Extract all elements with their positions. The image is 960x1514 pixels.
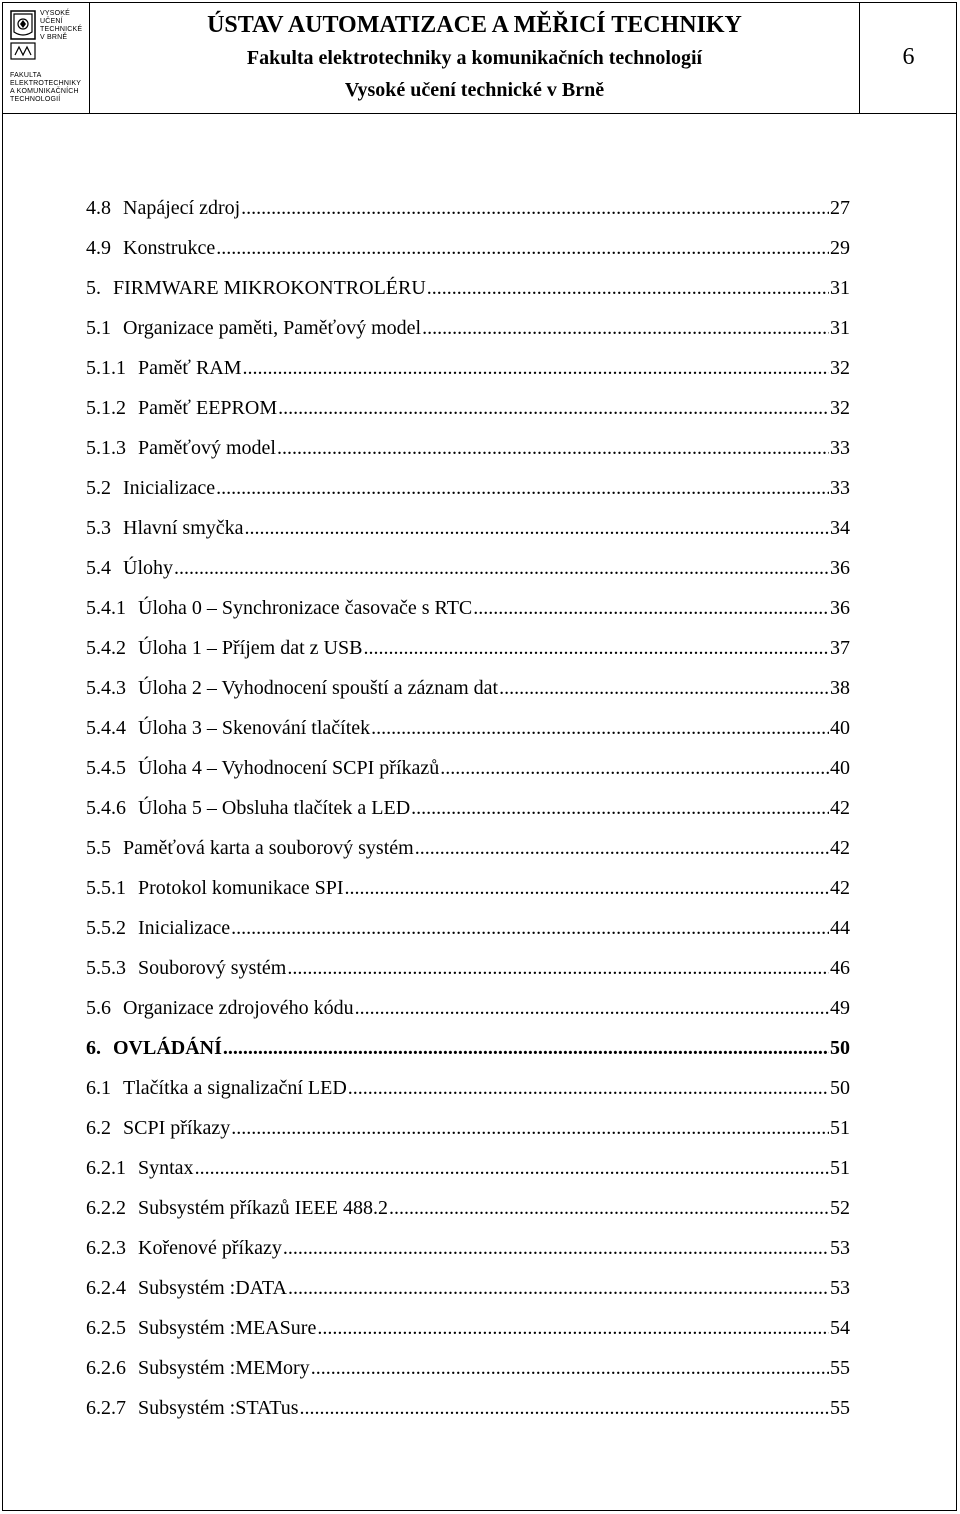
toc-entry[interactable] <box>86 756 850 796</box>
toc-entry[interactable] <box>86 1116 850 1156</box>
toc-entry-number: 5.1.2 <box>86 397 126 419</box>
toc-entry-leader-dots <box>415 836 829 860</box>
toc-entry-title: Protokol komunikace SPI <box>138 877 344 899</box>
toc-entry-page-number: 44 <box>830 917 850 939</box>
toc-entry-page-number: 31 <box>830 317 850 339</box>
toc-entry-page-number: 40 <box>830 717 850 739</box>
toc-entry-number: 5.1.3 <box>86 437 126 459</box>
toc-entry[interactable] <box>86 396 850 436</box>
toc-entry-title: Úlohy <box>123 557 173 579</box>
toc-entry-page-number: 32 <box>830 397 850 419</box>
toc-entry-title: Subsystém :MEASure <box>138 1317 317 1339</box>
toc-entry[interactable] <box>86 596 850 636</box>
logo-line: FAKULTA <box>10 72 42 79</box>
toc-entry-title: Úloha 3 – Skenování tlačítek <box>138 717 371 739</box>
toc-entry-title: Inicializace <box>123 477 216 499</box>
toc-entry-page-number: 31 <box>830 277 850 299</box>
toc-entry-title: Úloha 1 – Příjem dat z USB <box>138 637 363 659</box>
toc-entry-title: Organizace paměti, Paměťový model <box>123 317 422 339</box>
toc-entry-leader-dots <box>422 316 829 340</box>
toc-entry-page-number: 50 <box>830 1037 850 1059</box>
logo-line: A KOMUNIKAČNÍCH <box>10 88 79 95</box>
toc-entry-leader-dots <box>243 356 829 380</box>
toc-entry-title: Subsystém :DATA <box>138 1277 287 1299</box>
toc-entry[interactable] <box>86 1396 850 1436</box>
toc-entry-page-number: 36 <box>830 557 850 579</box>
toc-entry-leader-dots <box>288 1276 829 1300</box>
toc-entry-leader-dots <box>195 1156 829 1180</box>
toc-entry-page-number: 42 <box>830 837 850 859</box>
toc-entry-leader-dots <box>345 876 829 900</box>
logo-line: ELEKTROTECHNIKY <box>10 80 82 87</box>
institute-title: ÚSTAV AUTOMATIZACE A MĚŘICÍ TECHNIKY <box>207 12 742 38</box>
toc-entry-number: 5.5.3 <box>86 957 126 979</box>
toc-entry[interactable] <box>86 1236 850 1276</box>
toc-entry-leader-dots <box>371 716 829 740</box>
toc-entry-page-number: 37 <box>830 637 850 659</box>
toc-entry-page-number: 46 <box>830 957 850 979</box>
toc-entry-title: Inicializace <box>138 917 231 939</box>
toc-entry-number: 5.5.2 <box>86 917 126 939</box>
toc-entry-title: Paměťová karta a souborový systém <box>123 837 414 859</box>
toc-entry-page-number: 33 <box>830 437 850 459</box>
toc-entry[interactable] <box>86 356 850 396</box>
logo-line: TECHNOLOGIÍ <box>10 96 61 103</box>
toc-entry-title: Úloha 5 – Obsluha tlačítek a LED <box>138 797 411 819</box>
toc-entry-leader-dots <box>440 756 829 780</box>
toc-entry[interactable] <box>86 716 850 756</box>
toc-entry-leader-dots <box>245 516 829 540</box>
toc-entry-leader-dots <box>231 1116 829 1140</box>
toc-entry-page-number: 38 <box>830 677 850 699</box>
toc-entry-title: Paměť EEPROM <box>138 397 278 419</box>
toc-entry[interactable] <box>86 316 850 356</box>
toc-entry-leader-dots <box>241 196 829 220</box>
toc-entry[interactable] <box>86 1036 850 1076</box>
toc-entry-page-number: 42 <box>830 797 850 819</box>
toc-entry-number: 5.1.1 <box>86 357 126 379</box>
toc-entry[interactable] <box>86 876 850 916</box>
toc-entry-leader-dots <box>283 1236 829 1260</box>
toc-entry-title: Napájecí zdroj <box>123 197 241 219</box>
toc-entry-page-number: 55 <box>830 1357 850 1379</box>
toc-entry-leader-dots <box>300 1396 830 1420</box>
toc-entry-leader-dots <box>427 276 829 300</box>
toc-entry-title: Kořenové příkazy <box>138 1237 282 1259</box>
toc-entry-page-number: 42 <box>830 877 850 899</box>
toc-entry-number: 4.9 <box>86 237 111 259</box>
toc-entry[interactable] <box>86 476 850 516</box>
toc-entry[interactable] <box>86 556 850 596</box>
toc-entry-title: Subsystém příkazů IEEE 488.2 <box>138 1197 388 1219</box>
toc-entry-leader-dots <box>216 476 829 500</box>
toc-entry-number: 5.2 <box>86 477 111 499</box>
toc-entry-title: Subsystém :MEMory <box>138 1357 310 1379</box>
toc-entry-number: 4.8 <box>86 197 111 219</box>
toc-entry-number: 5.4.5 <box>86 757 126 779</box>
toc-entry[interactable] <box>86 276 850 316</box>
faculty-logo <box>2 2 90 113</box>
toc-entry-page-number: 51 <box>830 1157 850 1179</box>
toc-entry-title: Subsystém :STATus <box>138 1397 299 1419</box>
toc-entry-page-number: 27 <box>830 197 850 219</box>
page-number: 6 <box>859 2 957 113</box>
toc-entry-leader-dots <box>355 996 829 1020</box>
toc-entry-number: 6.2.7 <box>86 1397 126 1419</box>
toc-entry[interactable] <box>86 836 850 876</box>
toc-entry-title: OVLÁDÁNÍ <box>113 1037 222 1059</box>
toc-entry-number: 6.1 <box>86 1077 111 1099</box>
toc-entry-number: 6.2.6 <box>86 1357 126 1379</box>
toc-entry-number: 5.3 <box>86 517 111 539</box>
toc-entry-title: Paměť RAM <box>138 357 242 379</box>
university-title: Vysoké učení technické v Brně <box>344 79 605 101</box>
toc-entry[interactable] <box>86 436 850 476</box>
logo-line: TECHNICKÉ <box>40 26 83 33</box>
toc-entry-leader-dots <box>363 636 829 660</box>
toc-entry-leader-dots <box>473 596 829 620</box>
toc-entry-number: 6.2.4 <box>86 1277 126 1299</box>
toc-entry[interactable] <box>86 516 850 556</box>
toc-entry-title: Tlačítka a signalizační LED <box>123 1077 347 1099</box>
faculty-title: Fakulta elektrotechniky a komunikačních technologií <box>246 47 703 69</box>
toc-entry-number: 5.4.4 <box>86 717 126 739</box>
logo-line: VYSOKÉ <box>40 10 70 17</box>
toc-entry-number: 5.1 <box>86 317 111 339</box>
logo-faculty-text <box>10 72 81 104</box>
toc-entry-number: 5.4 <box>86 557 111 579</box>
toc-entry[interactable] <box>86 916 850 956</box>
toc-entry-page-number: 53 <box>830 1277 850 1299</box>
toc-entry[interactable] <box>86 1356 850 1396</box>
toc-entry-number: 6. <box>86 1037 101 1059</box>
toc-entry-title: SCPI příkazy <box>123 1117 231 1139</box>
toc-entry-page-number: 52 <box>830 1197 850 1219</box>
toc-entry-page-number: 53 <box>830 1237 850 1259</box>
logo-line: UČENÍ <box>40 18 63 25</box>
toc-entry-leader-dots <box>216 236 829 260</box>
toc-entry-title: Konstrukce <box>123 237 216 259</box>
toc-entry-number: 5.4.6 <box>86 797 126 819</box>
toc-entry-number: 5.5.1 <box>86 877 126 899</box>
toc-entry-page-number: 34 <box>830 517 850 539</box>
toc-entry[interactable] <box>86 196 850 236</box>
toc-entry-page-number: 54 <box>830 1317 850 1339</box>
toc-entry-title: Úloha 0 – Synchronizace časovače s RTC <box>138 597 473 619</box>
toc-entry[interactable] <box>86 1276 850 1316</box>
toc-entry-leader-dots <box>389 1196 829 1220</box>
toc-entry-leader-dots <box>277 436 829 460</box>
toc-entry[interactable] <box>86 1156 850 1196</box>
table-of-contents <box>86 196 850 1436</box>
toc-entry-title: FIRMWARE MIKROKONTROLÉRU <box>113 277 426 299</box>
toc-entry-page-number: 36 <box>830 597 850 619</box>
toc-entry-number: 5.4.2 <box>86 637 126 659</box>
toc-entry[interactable] <box>86 236 850 276</box>
page-header <box>2 2 957 114</box>
logo-university-text <box>40 10 82 42</box>
toc-entry[interactable] <box>86 796 850 836</box>
toc-entry-page-number: 55 <box>830 1397 850 1419</box>
toc-entry-leader-dots <box>499 676 829 700</box>
toc-entry-title: Syntax <box>138 1157 194 1179</box>
toc-entry-number: 6.2 <box>86 1117 111 1139</box>
toc-entry-number: 5.6 <box>86 997 111 1019</box>
toc-entry[interactable] <box>86 996 850 1036</box>
toc-entry[interactable] <box>86 676 850 716</box>
toc-entry-title: Hlavní smyčka <box>123 517 244 539</box>
toc-entry-number: 6.2.5 <box>86 1317 126 1339</box>
toc-entry-leader-dots <box>411 796 829 820</box>
toc-entry-title: Organizace zdrojového kódu <box>123 997 354 1019</box>
toc-entry[interactable] <box>86 1196 850 1236</box>
toc-entry-page-number: 51 <box>830 1117 850 1139</box>
toc-entry-leader-dots <box>223 1036 829 1060</box>
toc-entry-number: 5.5 <box>86 837 111 859</box>
toc-entry[interactable] <box>86 636 850 676</box>
toc-entry-number: 5. <box>86 277 101 299</box>
toc-entry-title: Paměťový model <box>138 437 276 459</box>
toc-entry-leader-dots <box>278 396 829 420</box>
toc-entry[interactable] <box>86 1076 850 1116</box>
toc-entry-leader-dots <box>231 916 829 940</box>
logo-line: V BRNĚ <box>40 34 68 41</box>
toc-entry-number: 5.4.1 <box>86 597 126 619</box>
toc-entry[interactable] <box>86 956 850 996</box>
toc-entry-number: 6.2.3 <box>86 1237 126 1259</box>
toc-entry-page-number: 33 <box>830 477 850 499</box>
toc-entry[interactable] <box>86 1316 850 1356</box>
toc-entry-page-number: 32 <box>830 357 850 379</box>
toc-entry-page-number: 29 <box>830 237 850 259</box>
toc-entry-leader-dots <box>348 1076 829 1100</box>
toc-entry-number: 6.2.1 <box>86 1157 126 1179</box>
toc-entry-page-number: 40 <box>830 757 850 779</box>
university-emblem-icon <box>10 10 36 60</box>
toc-entry-leader-dots <box>317 1316 829 1340</box>
toc-entry-leader-dots <box>174 556 829 580</box>
toc-entry-page-number: 50 <box>830 1077 850 1099</box>
toc-entry-leader-dots <box>311 1356 829 1380</box>
toc-entry-title: Úloha 2 – Vyhodnocení spouští a záznam dat <box>138 677 499 699</box>
toc-entry-number: 5.4.3 <box>86 677 126 699</box>
toc-entry-number: 6.2.2 <box>86 1197 126 1219</box>
toc-entry-page-number: 49 <box>830 997 850 1019</box>
header-title-block <box>91 2 858 113</box>
toc-entry-title: Souborový systém <box>138 957 287 979</box>
toc-entry-title: Úloha 4 – Vyhodnocení SCPI příkazů <box>138 757 440 779</box>
toc-entry-leader-dots <box>287 956 829 980</box>
